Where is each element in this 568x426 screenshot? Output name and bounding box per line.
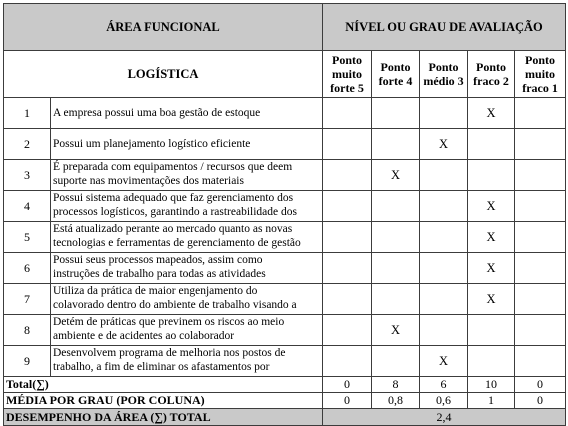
media-por-grau-value: 0,8 <box>372 393 420 409</box>
item-description <box>51 315 323 346</box>
grade-header-5 <box>323 51 372 98</box>
mark-cell-grade-1 <box>515 284 566 315</box>
mark-cell-grade-5 <box>323 222 372 253</box>
total-value: 10 <box>468 377 515 393</box>
total-value: 6 <box>420 377 468 393</box>
mark-cell-grade-1 <box>515 253 566 284</box>
table-row <box>4 160 566 191</box>
mark-cell-grade-2 <box>468 160 515 191</box>
mark-cell-grade-1 <box>515 222 566 253</box>
mark-cell-grade-2 <box>468 346 515 377</box>
mark-cell-grade-1 <box>515 129 566 160</box>
total-value: 0 <box>515 377 566 393</box>
media-por-grau-value: 1 <box>468 393 515 409</box>
item-number: 6 <box>4 253 51 284</box>
item-description <box>51 253 323 284</box>
item-number: 9 <box>4 346 51 377</box>
mark-cell-grade-4 <box>372 253 420 284</box>
item-description-line: Utiliza da prática de maior engenjamento do <box>53 285 258 297</box>
mark-cell-grade-3 <box>420 284 468 315</box>
mark-cell-grade-2 <box>468 129 515 160</box>
mark-cell-grade-5 <box>323 346 372 377</box>
item-description <box>51 191 323 222</box>
evaluation-table <box>3 3 566 426</box>
grade-header-line: fraco 2 <box>473 74 509 88</box>
area-funcional-header: ÁREA FUNCIONAL <box>4 4 323 51</box>
mark-cell-grade-5 <box>323 315 372 346</box>
grade-header-2 <box>468 51 515 98</box>
desempenho-value: 2,4 <box>323 409 566 426</box>
mark-cell-grade-5 <box>323 98 372 129</box>
item-description <box>51 222 323 253</box>
mark-cell-grade-3 <box>420 253 468 284</box>
item-description-line: tecnologias e ferramentas de gerenciamento de gestão <box>53 237 301 249</box>
table-row <box>4 315 566 346</box>
mark-cell-grade-3 <box>420 98 468 129</box>
item-description <box>51 346 323 377</box>
grade-header-line: Ponto <box>332 53 362 67</box>
mark-cell-grade-3 <box>420 160 468 191</box>
grade-header-line: forte 4 <box>378 74 413 88</box>
media-por-grau-value: 0,6 <box>420 393 468 409</box>
mark-cell-grade-3 <box>420 315 468 346</box>
total-row <box>4 377 566 393</box>
item-description <box>51 160 323 191</box>
mark-cell-grade-2: X <box>468 191 515 222</box>
mark-cell-grade-3: X <box>420 129 468 160</box>
grade-header-1 <box>515 51 566 98</box>
mark-cell-grade-5 <box>323 129 372 160</box>
mark-cell-grade-2: X <box>468 284 515 315</box>
mark-cell-grade-1 <box>515 315 566 346</box>
table-row <box>4 129 566 160</box>
mark-cell-grade-4 <box>372 191 420 222</box>
item-description-line: trabalho, a fim de eliminar os afastamentos por <box>53 361 270 373</box>
item-number: 2 <box>4 129 51 160</box>
grade-header-line: médio 3 <box>423 74 464 88</box>
item-number: 1 <box>4 98 51 129</box>
grade-header-line: Ponto <box>380 60 411 74</box>
grade-header-line: Ponto <box>476 60 506 74</box>
mark-cell-grade-5 <box>323 191 372 222</box>
item-number: 4 <box>4 191 51 222</box>
mark-cell-grade-5 <box>323 253 372 284</box>
mark-cell-grade-3: X <box>420 346 468 377</box>
mark-cell-grade-4 <box>372 346 420 377</box>
item-description-line: Desenvolvem programa de melhoria nos postos de <box>53 347 286 359</box>
item-description-line: É preparada com equipamentos / recursos que deem <box>53 161 293 173</box>
grade-header-line: Ponto <box>525 53 556 67</box>
total-label: Total(∑) <box>4 377 323 393</box>
item-description-line: suporte nas movimentações dos materiais <box>53 175 244 187</box>
table-row <box>4 222 566 253</box>
mark-cell-grade-1 <box>515 191 566 222</box>
grade-header-line: forte 5 <box>330 81 364 95</box>
desempenho-label: DESEMPENHO DA ÁREA (∑) TOTAL <box>4 409 323 426</box>
media-por-grau-value: 0 <box>323 393 372 409</box>
mark-cell-grade-4 <box>372 222 420 253</box>
grade-header-line: muito <box>525 67 556 81</box>
mark-cell-grade-4: X <box>372 160 420 191</box>
grade-header-line: fraco 1 <box>522 81 558 95</box>
desempenho-row <box>4 409 566 426</box>
mark-cell-grade-1 <box>515 160 566 191</box>
mark-cell-grade-3 <box>420 191 468 222</box>
item-description-line: Possui um planejamento logístico eficiente <box>53 138 251 150</box>
item-description <box>51 98 323 129</box>
mark-cell-grade-2: X <box>468 98 515 129</box>
section-title-logistica: LOGÍSTICA <box>4 51 323 98</box>
table-row <box>4 253 566 284</box>
item-number: 8 <box>4 315 51 346</box>
grade-header-3 <box>420 51 468 98</box>
table-row <box>4 98 566 129</box>
total-value: 0 <box>323 377 372 393</box>
item-number: 3 <box>4 160 51 191</box>
media-por-grau-value: 0 <box>515 393 566 409</box>
item-description <box>51 129 323 160</box>
mark-cell-grade-1 <box>515 346 566 377</box>
item-number: 5 <box>4 222 51 253</box>
media-por-grau-row <box>4 393 566 409</box>
item-description-line: Possui sistema adequado que faz gerenciamento dos <box>53 192 294 204</box>
mark-cell-grade-4 <box>372 284 420 315</box>
item-description-line: instruções de trabalho para todas as atividades <box>53 268 266 280</box>
total-value: 8 <box>372 377 420 393</box>
mark-cell-grade-4 <box>372 98 420 129</box>
item-description-line: ambiente e de acidentes ao colaborador <box>53 330 235 342</box>
item-description <box>51 284 323 315</box>
grade-header-4 <box>372 51 420 98</box>
item-description-line: A empresa possui uma boa gestão de estoque <box>53 107 261 119</box>
mark-cell-grade-2: X <box>468 253 515 284</box>
item-description-line: colavorado dentro do ambiente de trabalho visando a <box>53 299 297 311</box>
table-row <box>4 191 566 222</box>
mark-cell-grade-2: X <box>468 222 515 253</box>
mark-cell-grade-5 <box>323 284 372 315</box>
grade-header-line: Ponto <box>428 60 459 74</box>
item-description-line: Detém de práticas que previnem os riscos ao meio <box>53 316 285 328</box>
mark-cell-grade-4 <box>372 129 420 160</box>
mark-cell-grade-3 <box>420 222 468 253</box>
mark-cell-grade-4: X <box>372 315 420 346</box>
item-description-line: processos logísticos, garantindo a rastreabilidade dos <box>53 206 297 218</box>
media-por-grau-label: MÉDIA POR GRAU (POR COLUNA) <box>4 393 323 409</box>
mark-cell-grade-2 <box>468 315 515 346</box>
grade-header-line: muito <box>332 67 362 81</box>
table-row <box>4 346 566 377</box>
mark-cell-grade-1 <box>515 98 566 129</box>
item-number: 7 <box>4 284 51 315</box>
mark-cell-grade-5 <box>323 160 372 191</box>
item-description-line: Está atualizado perante ao mercado quanto as novas <box>53 223 293 235</box>
item-description-line: Possui seus processos mapeados, assim como <box>53 254 263 266</box>
nivel-avaliacao-header: NÍVEL OU GRAU DE AVALIAÇÃO <box>323 4 566 51</box>
table-row <box>4 284 566 315</box>
